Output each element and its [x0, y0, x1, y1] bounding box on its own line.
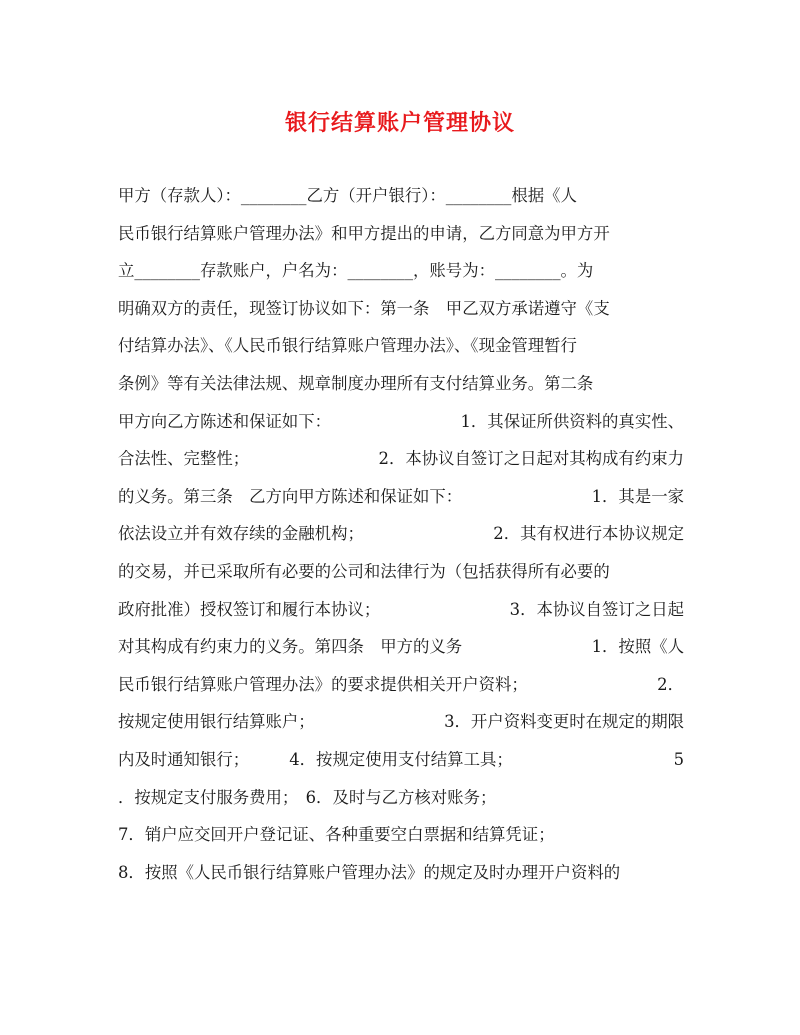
text-line	[118, 515, 684, 553]
line-text: 7．销户应交回开户登记证、各种重要空白票据和结算凭证；	[118, 825, 555, 845]
line-text-right: 5	[673, 749, 684, 769]
line-text-middle: 4．按规定使用支付结算工具；	[289, 749, 513, 769]
text-line	[118, 741, 684, 779]
agreement-body	[118, 177, 684, 891]
line-text-left: 民币银行结算账户管理办法》的要求提供相关开户资料；	[118, 674, 528, 694]
line-text-right: 1．其保证所供资料的真实性、	[460, 411, 684, 431]
text-line	[118, 478, 684, 516]
line-text-left: 依法设立并有效存续的金融机构；	[118, 524, 364, 544]
text-line	[118, 591, 684, 629]
line-text-right: 1．其是一家	[591, 486, 684, 506]
text-line	[118, 177, 684, 215]
line-text: 付结算办法》、《人民币银行结算账户管理办法》、《现金管理暂行	[118, 336, 577, 356]
line-text-left: 的义务。第三条 乙方向甲方陈述和保证如下：	[118, 486, 463, 506]
text-line	[118, 628, 684, 666]
text-line	[118, 854, 684, 892]
line-text: 8．按照《人民币银行结算账户管理办法》的规定及时办理开户资料的	[118, 862, 621, 882]
line-text-left: 政府批准）授权签订和履行本协议；	[118, 599, 381, 619]
text-line	[118, 553, 684, 591]
text-line	[118, 403, 684, 441]
text-line	[118, 365, 684, 403]
text-line	[118, 440, 684, 478]
line-text: 明确双方的责任，现签订协议如下：第一条 甲乙双方承诺遵守《支	[118, 298, 610, 318]
line-text: 甲方（存款人）：________乙方（开户银行）：________根据《人	[118, 186, 577, 205]
line-text-right: 2．本协议自签订之日起对其构成有约束力	[378, 449, 684, 469]
document-title: 银行结算账户管理协议	[284, 110, 515, 136]
line-text-right: 3．开户资料变更时在规定的期限	[444, 712, 684, 732]
text-line	[118, 290, 684, 328]
text-line	[118, 779, 684, 817]
line-text-middle: 6．及时与乙方核对账务；	[305, 787, 497, 807]
text-line	[118, 666, 684, 704]
line-text-right: 1．按照《人	[591, 637, 684, 657]
line-text-right: 3．本协议自签订之日起	[509, 599, 684, 619]
line-text: 立________存款账户，户名为：________，账号为：________。为	[118, 261, 594, 281]
line-text-left: 合法性、完整性；	[118, 449, 250, 469]
line-text-left: 内及时通知银行；	[118, 749, 250, 769]
text-line	[118, 252, 684, 290]
text-line	[118, 215, 684, 253]
text-line	[118, 327, 684, 365]
line-text-right: 2．其有权进行本协议规定	[493, 524, 684, 544]
line-text-left: ．按规定支付服务费用；	[118, 787, 299, 807]
line-text-left: 对其构成有约束力的义务。第四条 甲方的义务	[118, 637, 463, 657]
text-line	[118, 816, 684, 854]
line-text-right: 2．	[657, 674, 684, 694]
line-text-left: 甲方向乙方陈述和保证如下：	[118, 411, 332, 431]
text-line	[118, 703, 684, 741]
line-text: 民币银行结算账户管理办法》和甲方提出的申请，乙方同意为甲方开	[118, 223, 610, 243]
line-text-left: 按规定使用银行结算账户；	[118, 712, 315, 732]
line-text: 的交易，并已采取所有必要的公司和法律行为（包括获得所有必要的	[118, 561, 610, 581]
line-text: 条例》等有关法律法规、规章制度办理所有支付结算业务。第二条	[118, 373, 594, 393]
